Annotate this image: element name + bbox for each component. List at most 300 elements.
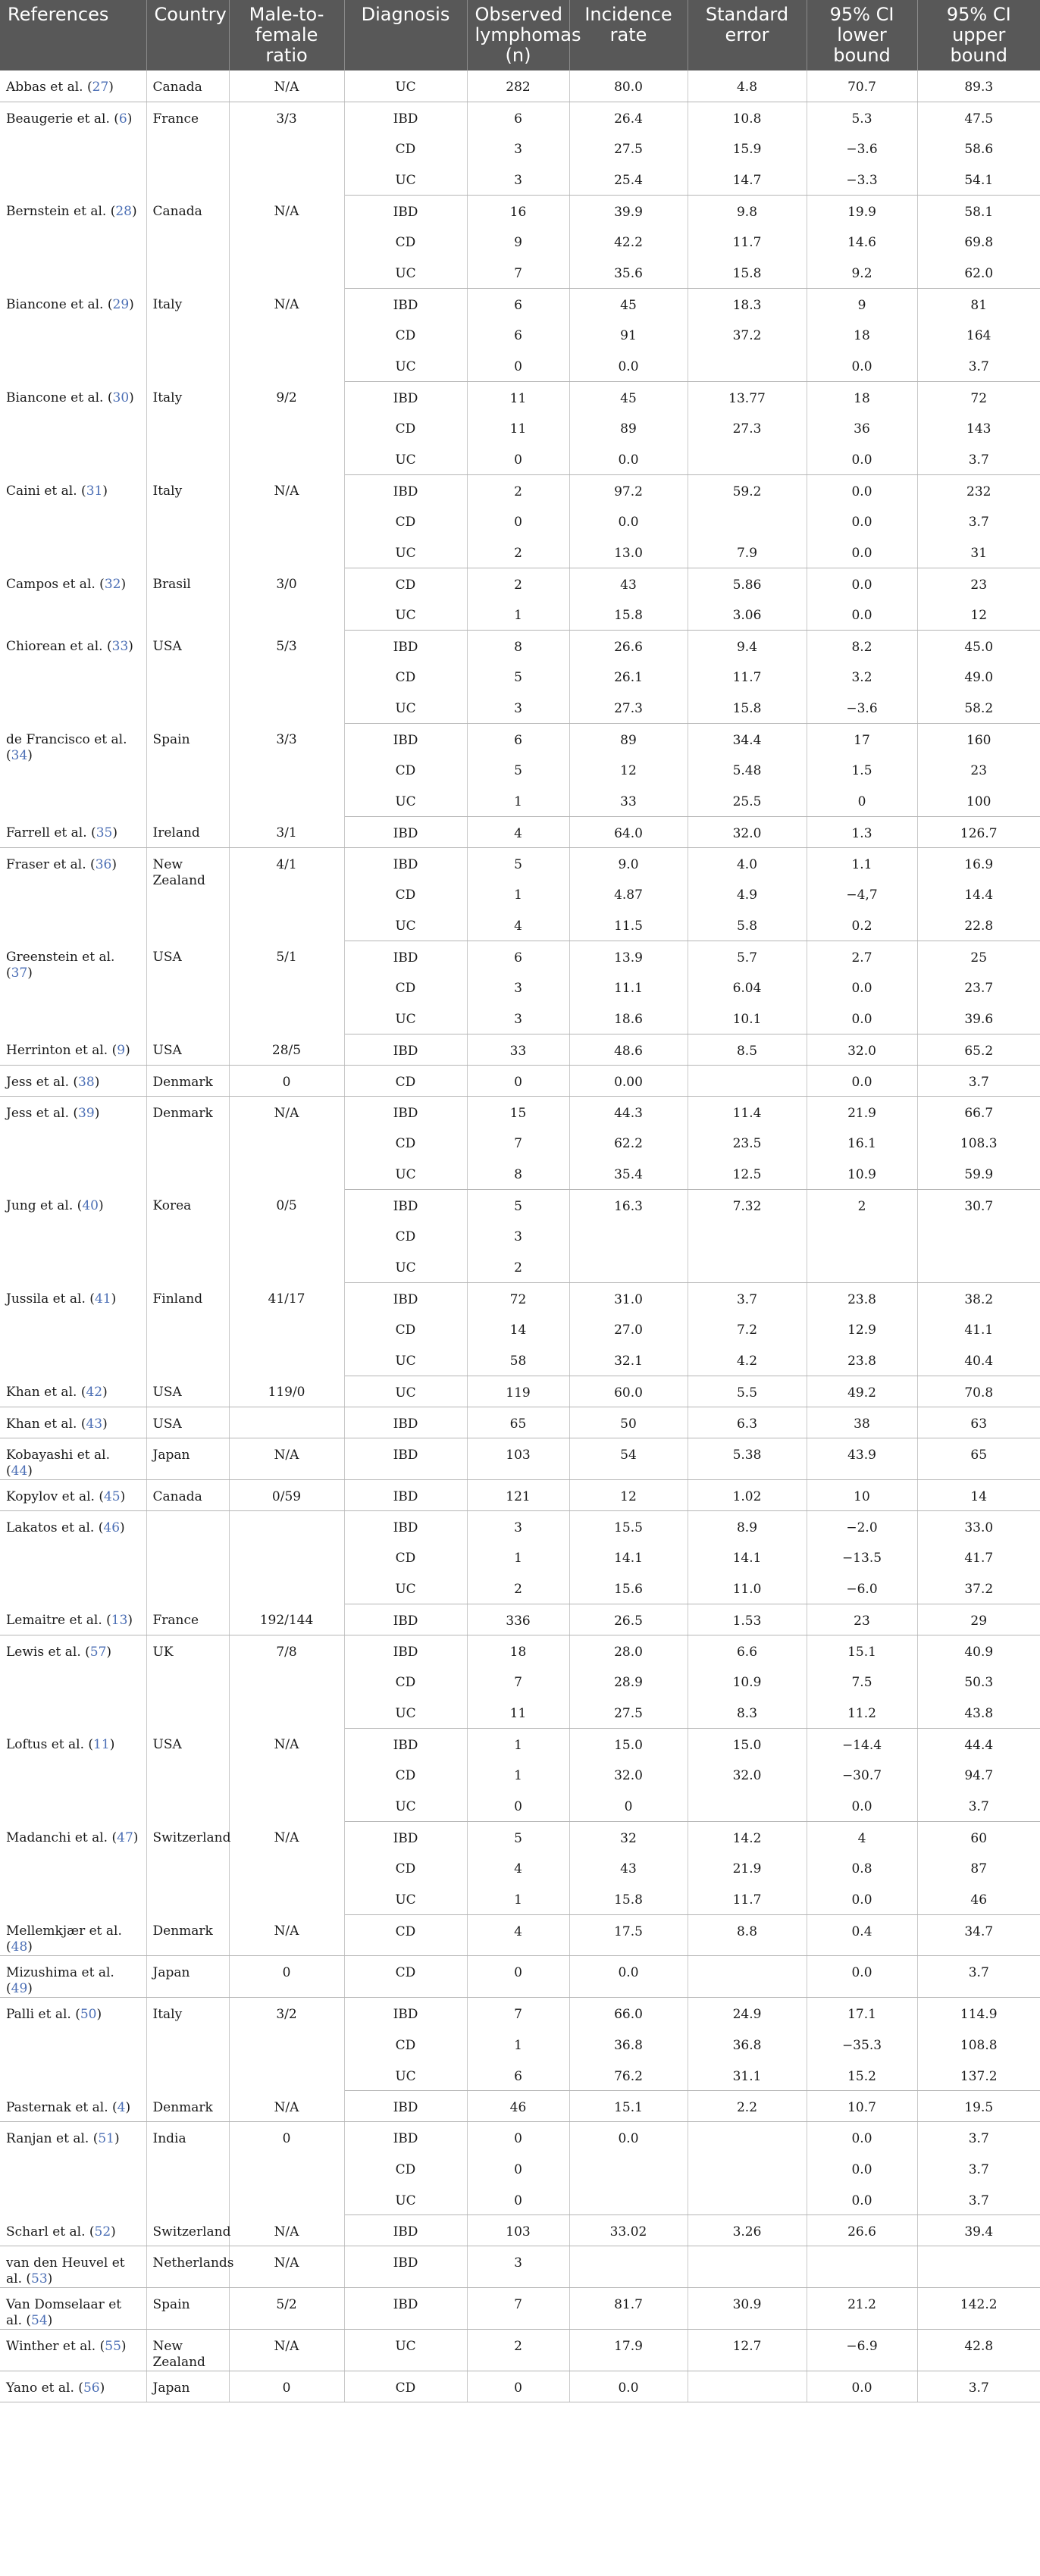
- country-cell: France: [146, 1604, 229, 1635]
- diagnosis-cell: CD: [344, 1542, 467, 1573]
- citation-link[interactable]: 32: [104, 577, 121, 592]
- diagnosis-cell: IBD: [344, 2215, 467, 2246]
- diagnosis-cell: UC: [344, 537, 467, 568]
- ci-upper-cell: 14: [917, 1479, 1040, 1510]
- incidence-cell: 12: [569, 1479, 688, 1510]
- diagnosis-cell: CD: [344, 319, 467, 350]
- citation-close-paren: ): [27, 966, 33, 981]
- stderr-cell: 14.2: [688, 1821, 807, 1852]
- ci-lower-cell: −6.9: [807, 2330, 917, 2371]
- ci-lower-cell: 11.2: [807, 1697, 917, 1728]
- reference-cell: [0, 1407, 146, 1438]
- incidence-cell: 16.3: [569, 1189, 688, 1220]
- ci-lower-cell: 0.0: [807, 2371, 917, 2402]
- ci-lower-cell: −6.0: [807, 1573, 917, 1604]
- stderr-cell: [688, 2153, 807, 2184]
- observed-cell: 8: [467, 630, 569, 661]
- citation-link[interactable]: 42: [86, 1385, 103, 1400]
- observed-cell: 3: [467, 1003, 569, 1034]
- observed-cell: 4: [467, 816, 569, 847]
- ratio-cell: N/A: [229, 70, 344, 102]
- citation-link[interactable]: 50: [80, 2007, 97, 2022]
- stderr-cell: [688, 2184, 807, 2215]
- country-cell: UK: [146, 1635, 229, 1728]
- observed-cell: 0: [467, 2371, 569, 2402]
- diagnosis-cell: CD: [344, 1220, 467, 1251]
- incidence-cell: 12: [569, 754, 688, 785]
- stderr-cell: 7.2: [688, 1313, 807, 1344]
- stderr-cell: 5.7: [688, 941, 807, 972]
- ci-lower-cell: 15.2: [807, 2060, 917, 2091]
- citation-link[interactable]: 6: [118, 111, 127, 127]
- stderr-cell: 23.5: [688, 1127, 807, 1158]
- citation-link[interactable]: 44: [11, 1463, 28, 1479]
- reference-name: Winther et al. (: [6, 2339, 105, 2354]
- citation-link[interactable]: 35: [96, 825, 113, 840]
- citation-close-paren: ): [27, 1981, 33, 1996]
- ci-upper-cell: 60: [970, 1830, 988, 1846]
- observed-cell: 33: [467, 1034, 569, 1065]
- observed-cell: 3: [467, 1510, 569, 1542]
- reference-name: Loftus et al. (: [6, 1737, 94, 1752]
- reference-cell: [0, 1065, 146, 1096]
- observed-cell: 6: [467, 723, 569, 754]
- ci-lower-cell: 0.0: [807, 972, 917, 1003]
- diagnosis-cell: IBD: [344, 1604, 467, 1635]
- citation-link[interactable]: 46: [103, 1520, 121, 1535]
- ratio-cell: N/A: [229, 1821, 344, 1914]
- citation-close-paren: ): [111, 1291, 117, 1307]
- ci-lower-cell: 0.0: [807, 2153, 917, 2184]
- observed-cell: 0: [467, 1790, 569, 1821]
- country-cell: Ireland: [146, 816, 229, 847]
- stderr-cell: 18.3: [688, 288, 807, 319]
- observed-cell: 3: [467, 164, 569, 195]
- citation-link[interactable]: 39: [78, 1105, 95, 1121]
- citation-link[interactable]: 4: [117, 2099, 126, 2115]
- incidence-cell: [569, 2184, 688, 2215]
- observed-cell: 6: [467, 319, 569, 350]
- ci-lower-cell: −2.0: [807, 1510, 917, 1542]
- citation-link[interactable]: 37: [11, 966, 28, 981]
- ratio-cell: 0: [229, 1065, 344, 1096]
- country-cell: Japan: [146, 2371, 229, 2402]
- incidence-cell: [569, 2153, 688, 2184]
- citation-link[interactable]: 51: [98, 2131, 114, 2146]
- diagnosis-cell: CD: [344, 878, 467, 909]
- country-cell: USA: [146, 1407, 229, 1438]
- ci-lower-cell: −3.6: [807, 133, 917, 164]
- observed-cell: 1: [467, 1728, 569, 1759]
- table-row: [0, 1438, 1040, 1479]
- ci-lower-cell: 16.1: [807, 1127, 917, 1158]
- ci-upper-cell: 3.7: [917, 1065, 1040, 1096]
- incidence-cell: 43: [569, 568, 688, 599]
- diagnosis-cell: CD: [344, 2371, 467, 2402]
- citation-link[interactable]: 27: [92, 80, 109, 95]
- diagnosis-cell: CD: [344, 1759, 467, 1790]
- table-row: [0, 1034, 1040, 1065]
- ci-lower-cell: 23.8: [807, 1282, 917, 1313]
- observed-cell: 58: [467, 1344, 569, 1376]
- incidence-cell: 13.0: [569, 537, 688, 568]
- table-row: [0, 816, 1040, 847]
- ratio-cell: 9/2: [229, 381, 344, 474]
- col-header-references: References: [0, 0, 146, 70]
- diagnosis-cell: UC: [344, 164, 467, 195]
- stderr-cell: 37.2: [688, 319, 807, 350]
- stderr-cell: 12.5: [688, 1158, 807, 1189]
- citation-close-paren: ): [98, 1198, 104, 1213]
- reference-cell: [0, 1510, 146, 1604]
- ci-lower-cell: 3.2: [807, 661, 917, 692]
- citation-close-paren: ): [27, 1463, 33, 1479]
- reference-name: Mizushima et al. (: [6, 1965, 114, 1996]
- country-cell: [146, 1510, 229, 1604]
- ci-upper-cell: 108.3: [960, 1136, 998, 1151]
- ci-upper-cell: 160: [966, 732, 991, 748]
- incidence-cell: 80.0: [569, 70, 688, 102]
- ci-lower-cell: 8.2: [807, 630, 917, 661]
- reference-cell: [0, 1635, 146, 1728]
- citation-link[interactable]: 28: [115, 204, 132, 219]
- ci-lower-cell: 23: [807, 1604, 917, 1635]
- citation-close-paren: ): [125, 1043, 130, 1058]
- citation-close-paren: ): [111, 856, 117, 872]
- ci-upper-cell: 49.0: [964, 670, 994, 685]
- table-row: [0, 1282, 1040, 1313]
- stderr-cell: [688, 1790, 807, 1821]
- citation-link[interactable]: 54: [31, 2313, 48, 2328]
- citation-close-paren: ): [133, 1830, 139, 1845]
- ci-lower-cell: [807, 1220, 917, 1251]
- stderr-cell: 32.0: [688, 816, 807, 847]
- reference-cell: [0, 1034, 146, 1065]
- observed-cell: 4: [467, 1914, 569, 1956]
- country-cell: Canada: [146, 70, 229, 102]
- observed-cell: 2: [467, 2330, 569, 2371]
- incidence-cell: 35.6: [569, 257, 688, 288]
- ratio-cell: 0/5: [229, 1189, 344, 1282]
- reference-name: Biancone et al. (: [6, 390, 113, 405]
- reference-cell: [0, 288, 146, 381]
- ci-upper-cell: 3.7: [917, 1956, 1040, 1998]
- incidence-cell: 17.9: [569, 2330, 688, 2371]
- stderr-cell: 11.7: [688, 661, 807, 692]
- reference-name: Beaugerie et al. (: [6, 111, 119, 127]
- citation-link[interactable]: 53: [31, 2271, 48, 2286]
- ratio-cell: 0: [229, 2371, 344, 2402]
- citation-link[interactable]: 55: [105, 2339, 121, 2354]
- incidence-cell: 15.6: [569, 1573, 688, 1604]
- citation-close-paren: ): [129, 390, 134, 405]
- ci-upper-cell: [917, 1251, 1040, 1282]
- diagnosis-cell: IBD: [344, 2288, 467, 2330]
- incidence-cell: 33.02: [569, 2215, 688, 2246]
- ci-upper-cell: 41.1: [964, 1322, 994, 1338]
- citation-link[interactable]: 30: [112, 390, 130, 405]
- observed-cell: 5: [467, 1821, 569, 1852]
- ratio-cell: N/A: [229, 2246, 344, 2288]
- citation-link[interactable]: 34: [11, 748, 28, 763]
- country-cell: USA: [146, 941, 229, 1034]
- table-row: [0, 195, 1040, 226]
- diagnosis-cell: CD: [344, 2029, 467, 2060]
- ci-upper-cell: 46: [917, 1883, 1040, 1914]
- citation-link[interactable]: 48: [11, 1939, 28, 1955]
- incidence-cell: 39.9: [569, 195, 688, 226]
- citation-close-paren: ): [112, 825, 117, 840]
- table-row: [0, 723, 1040, 754]
- incidence-cell: 26.1: [569, 661, 688, 692]
- diagnosis-cell: IBD: [344, 195, 467, 226]
- table-row: [0, 847, 1040, 878]
- citation-link[interactable]: 49: [11, 1981, 28, 1996]
- ratio-cell: N/A: [229, 195, 344, 288]
- incidence-cell: 32.0: [569, 1759, 688, 1790]
- ratio-cell: 0/59: [229, 1479, 344, 1510]
- citation-link[interactable]: 31: [86, 484, 103, 499]
- ci-lower-cell: 10: [807, 1479, 917, 1510]
- reference-cell: [0, 1282, 146, 1376]
- citation-close-paren: ): [96, 2007, 102, 2022]
- table-row: [0, 1728, 1040, 1759]
- reference-cell: [0, 1956, 146, 1998]
- ci-lower-cell: 1.3: [807, 816, 917, 847]
- citation-link[interactable]: 33: [111, 639, 129, 654]
- header-row: [0, 0, 1040, 70]
- incidence-cell: 17.5: [569, 1914, 688, 1956]
- citation-link[interactable]: 13: [111, 1613, 128, 1628]
- ci-upper-cell: 143: [966, 421, 991, 437]
- observed-cell: 5: [467, 754, 569, 785]
- incidence-cell: 0.0: [569, 505, 688, 537]
- reference-cell: [0, 1479, 146, 1510]
- ci-upper-cell: [917, 1220, 1040, 1251]
- ci-lower-cell: 0.0: [807, 1065, 917, 1096]
- ci-upper-cell: 40.9: [964, 1644, 994, 1660]
- stderr-cell: [688, 505, 807, 537]
- ci-lower-cell: 7.5: [807, 1666, 917, 1697]
- incidence-cell: 66.0: [569, 1998, 688, 2029]
- country-cell: Italy: [146, 288, 229, 381]
- country-cell: Switzerland: [146, 2215, 229, 2246]
- diagnosis-cell: IBD: [344, 1998, 467, 2029]
- reference-cell: [0, 102, 146, 195]
- citation-link[interactable]: 38: [78, 1074, 95, 1090]
- ci-upper-cell: 41.7: [964, 1551, 994, 1566]
- ci-upper-cell: 37.2: [917, 1573, 1040, 1604]
- diagnosis-cell: IBD: [344, 1282, 467, 1313]
- ratio-cell: 28/5: [229, 1034, 344, 1065]
- reference-name: Lemaitre et al. (: [6, 1613, 111, 1628]
- citation-link[interactable]: 40: [82, 1198, 99, 1213]
- table-row: [0, 1065, 1040, 1096]
- stderr-cell: 15.8: [688, 692, 807, 723]
- reference-cell: [0, 568, 146, 630]
- ci-lower-cell: 5.3: [807, 102, 917, 133]
- ratio-cell: 119/0: [229, 1376, 344, 1407]
- ci-upper-cell: 65.2: [917, 1034, 1040, 1065]
- reference-cell: [0, 1096, 146, 1189]
- stderr-cell: 27.3: [688, 412, 807, 443]
- ci-upper-cell: 38.2: [964, 1291, 994, 1307]
- reference-cell: [0, 2122, 146, 2215]
- incidence-cell: [569, 2246, 688, 2288]
- citation-link[interactable]: 9: [117, 1043, 126, 1058]
- stderr-cell: 11.7: [688, 226, 807, 257]
- diagnosis-cell: IBD: [344, 2091, 467, 2122]
- incidence-cell: 27.5: [569, 1697, 688, 1728]
- observed-cell: 2: [467, 474, 569, 505]
- observed-cell: 11: [467, 381, 569, 412]
- ci-upper-cell: 58.2: [917, 692, 1040, 723]
- incidence-cell: 32: [569, 1821, 688, 1852]
- incidence-cell: 45: [569, 381, 688, 412]
- ratio-cell: 7/8: [229, 1635, 344, 1728]
- reference-cell: [0, 195, 146, 288]
- observed-cell: 2: [467, 1573, 569, 1604]
- ci-upper-cell: 30.7: [964, 1198, 994, 1214]
- table-row: [0, 1407, 1040, 1438]
- stderr-cell: 15.9: [688, 133, 807, 164]
- diagnosis-cell: UC: [344, 2330, 467, 2371]
- reference-name: Greenstein et al. (: [6, 950, 115, 981]
- stderr-cell: 7.9: [688, 537, 807, 568]
- table-body: [0, 70, 1040, 2402]
- reference-name: Palli et al. (: [6, 2007, 80, 2022]
- reference-cell: [0, 2215, 146, 2246]
- incidence-cell: 89: [569, 412, 688, 443]
- ci-lower-cell: [807, 2246, 917, 2288]
- ci-upper-cell: 29: [917, 1604, 1040, 1635]
- country-cell: Italy: [146, 381, 229, 474]
- reference-name: Bernstein et al. (: [6, 204, 116, 219]
- stderr-cell: 11.4: [688, 1096, 807, 1127]
- ci-upper-cell: 81: [970, 297, 988, 313]
- stderr-cell: 3.26: [688, 2215, 807, 2246]
- ratio-cell: [229, 1407, 344, 1438]
- stderr-cell: 9.8: [688, 195, 807, 226]
- table-row: [0, 288, 1040, 319]
- ci-lower-cell: 0.8: [807, 1852, 917, 1883]
- incidence-cell: 28.9: [569, 1666, 688, 1697]
- diagnosis-cell: IBD: [344, 1510, 467, 1542]
- reference-name: Scharl et al. (: [6, 2224, 95, 2240]
- ratio-cell: 5/2: [229, 2288, 344, 2330]
- incidence-cell: 15.0: [569, 1728, 688, 1759]
- citation-link[interactable]: 45: [103, 1488, 121, 1504]
- incidence-cell: 50: [569, 1407, 688, 1438]
- table-row: [0, 1956, 1040, 1998]
- country-cell: Italy: [146, 474, 229, 568]
- diagnosis-cell: UC: [344, 1697, 467, 1728]
- stderr-cell: 11.0: [688, 1573, 807, 1604]
- ci-lower-cell: 2: [807, 1189, 917, 1220]
- diagnosis-cell: UC: [344, 1573, 467, 1604]
- ci-upper-cell: 137.2: [917, 2060, 1040, 2091]
- diagnosis-cell: IBD: [344, 288, 467, 319]
- stderr-cell: [688, 1065, 807, 1096]
- table-row: [0, 2122, 1040, 2153]
- stderr-cell: 5.48: [688, 754, 807, 785]
- citation-link[interactable]: 36: [95, 856, 112, 872]
- stderr-cell: 25.5: [688, 785, 807, 816]
- ci-lower-cell: 0.0: [807, 1003, 917, 1034]
- observed-cell: 18: [467, 1635, 569, 1666]
- country-cell: USA: [146, 1034, 229, 1065]
- incidence-cell: 27.5: [569, 133, 688, 164]
- country-cell: India: [146, 2122, 229, 2215]
- citation-link[interactable]: 41: [94, 1291, 111, 1307]
- diagnosis-cell: UC: [344, 1883, 467, 1914]
- ratio-cell: 0: [229, 2122, 344, 2215]
- table-row: [0, 1376, 1040, 1407]
- country-cell: Switzerland: [146, 1821, 229, 1914]
- reference-name: Kopylov et al. (: [6, 1488, 104, 1504]
- observed-cell: 103: [467, 1438, 569, 1479]
- observed-cell: 5: [467, 661, 569, 692]
- reference-name: Caini et al. (: [6, 484, 86, 499]
- diagnosis-cell: CD: [344, 1956, 467, 1998]
- country-cell: Spain: [146, 723, 229, 816]
- reference-name: Herrinton et al. (: [6, 1043, 117, 1058]
- diagnosis-cell: CD: [344, 1313, 467, 1344]
- citation-link[interactable]: 56: [83, 2380, 100, 2396]
- citation-link[interactable]: 11: [93, 1737, 110, 1752]
- ci-upper-cell: 142.2: [917, 2288, 1040, 2330]
- citation-link[interactable]: 29: [112, 297, 130, 312]
- ci-lower-cell: 10.9: [807, 1158, 917, 1189]
- stderr-cell: [688, 350, 807, 381]
- reference-cell: [0, 847, 146, 941]
- reference-cell: [0, 2246, 146, 2288]
- ratio-cell: N/A: [229, 1096, 344, 1189]
- diagnosis-cell: IBD: [344, 941, 467, 972]
- diagnosis-cell: UC: [344, 1376, 467, 1407]
- ci-lower-cell: 32.0: [807, 1034, 917, 1065]
- country-cell: Denmark: [146, 1096, 229, 1189]
- observed-cell: 282: [467, 70, 569, 102]
- citation-link[interactable]: 52: [94, 2224, 111, 2240]
- citation-link[interactable]: 43: [86, 1416, 103, 1432]
- citation-link[interactable]: 47: [117, 1830, 133, 1845]
- observed-cell: 0: [467, 443, 569, 474]
- stderr-cell: 31.1: [688, 2060, 807, 2091]
- table-row: [0, 568, 1040, 599]
- table-row: [0, 2246, 1040, 2288]
- ratio-cell: 5/3: [229, 630, 344, 723]
- diagnosis-cell: IBD: [344, 816, 467, 847]
- ci-lower-cell: −35.3: [807, 2029, 917, 2060]
- incidence-cell: 0: [569, 1790, 688, 1821]
- ci-upper-cell: 39.6: [917, 1003, 1040, 1034]
- stderr-cell: 8.9: [688, 1510, 807, 1542]
- citation-close-paren: ): [94, 1105, 100, 1121]
- country-cell: Netherlands: [146, 2246, 229, 2288]
- ci-upper-cell: 3.7: [917, 350, 1040, 381]
- stderr-cell: 32.0: [688, 1759, 807, 1790]
- reference-cell: [0, 1728, 146, 1821]
- reference-cell: [0, 630, 146, 723]
- citation-close-paren: ): [121, 2339, 127, 2354]
- observed-cell: 5: [467, 1189, 569, 1220]
- ci-upper-cell: 25: [970, 950, 988, 966]
- table-row: [0, 2371, 1040, 2402]
- citation-link[interactable]: 57: [89, 1644, 107, 1660]
- reference-name: Mellemkjær et al. (: [6, 1923, 122, 1955]
- observed-cell: 9: [467, 226, 569, 257]
